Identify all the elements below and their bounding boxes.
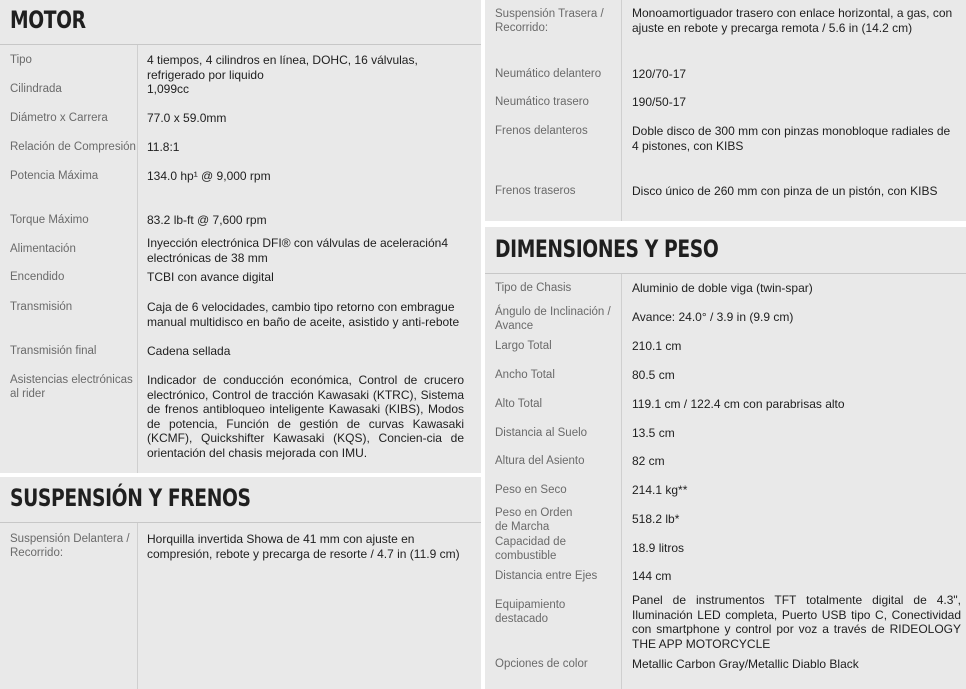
divider — [0, 44, 481, 45]
spec-value: 4 tiempos, 4 cilindros en línea, DOHC, 16 válvulas, refrigerado por liquido — [147, 53, 418, 82]
spec-label: Suspensión Delantera / Recorrido: — [10, 533, 130, 559]
spec-value: Metallic Carbon Gray/Metallic Diablo Black — [632, 657, 859, 671]
spec-label: Torque Máximo — [10, 214, 89, 226]
divider — [0, 522, 481, 523]
spec-value: 83.2 lb-ft @ 7,600 rpm — [147, 213, 267, 227]
spec-value: Disco único de 260 mm con pinza de un pistón, con KIBS — [632, 184, 938, 198]
spec-value: 82 cm — [632, 454, 665, 468]
spec-value: Indicador de conducción económica, Control de crucero electrónico, Control de tracción Kawasaki (KTRC), Sistema de frenos antibloqueo inteligente Kawasaki (KIBS), Modos de potencia, Función de gestión de curvas Kawasaki (KCMF), Quickshifter Kawasaki (KQS), Concien-cia de orientación del chasis mejorada con IMU. — [147, 373, 464, 460]
spec-value: Inyección electrónica DFI® con válvulas de aceleración4 electrónicas de 38 mm — [147, 236, 448, 265]
spec-value: 80.5 cm — [632, 368, 675, 382]
spec-label: Ángulo de Inclinación / Avance — [495, 306, 611, 332]
spec-label: Potencia Máxima — [10, 170, 99, 182]
spec-value: 77.0 x 59.0mm — [147, 111, 227, 125]
dimensiones-section — [485, 227, 966, 689]
spec-value: TCBI con avance digital — [147, 270, 274, 284]
spec-label: Opciones de color — [495, 658, 588, 670]
spec-value: 119.1 cm / 122.4 cm con parabrisas alto — [632, 397, 845, 411]
spec-value: 518.2 lb* — [632, 512, 680, 526]
suspension-title: SUSPENSIÓN Y FRENOS — [10, 484, 251, 512]
spec-value: Monoamortiguador trasero con enlace horizontal, a gas, con ajuste en rebote y precarga remota / 5.6 in (14.2 cm) — [632, 6, 953, 35]
column-divider — [137, 45, 138, 473]
spec-label: Cilindrada — [10, 83, 62, 95]
spec-value: Cadena sellada — [147, 344, 231, 358]
spec-value: 214.1 kg** — [632, 483, 688, 497]
column-divider — [137, 523, 138, 689]
spec-label: Asistencias electrónicas al rider — [10, 374, 133, 400]
spec-value: 13.5 cm — [632, 426, 675, 440]
spec-label: Peso en Orden de Marcha — [495, 507, 573, 533]
spec-value: 144 cm — [632, 569, 672, 583]
spec-label: Alimentación — [10, 243, 76, 255]
spec-label: Diámetro x Carrera — [10, 112, 108, 124]
spec-label: Equipamiento destacado — [495, 599, 566, 625]
spec-label: Transmisión — [10, 301, 73, 313]
spec-label: Distancia al Suelo — [495, 427, 588, 439]
spec-label: Capacidad de combustible — [495, 536, 566, 562]
motor-title: MOTOR — [10, 6, 86, 34]
spec-label: Neumático trasero — [495, 96, 589, 108]
suspension-continued-section — [485, 0, 966, 221]
spec-label: Tipo de Chasis — [495, 282, 572, 294]
spec-value: Caja de 6 velocidades, cambio tipo retorno con embrague manual multidisco en baño de aceite, asistido y anti-rebote — [147, 300, 460, 329]
spec-label: Peso en Seco — [495, 484, 567, 496]
spec-value: 190/50-17 — [632, 95, 687, 109]
spec-label: Transmisión final — [10, 345, 97, 357]
spec-value: 18.9 litros — [632, 541, 685, 555]
divider — [485, 273, 966, 274]
spec-label: Tipo — [10, 54, 32, 66]
spec-value: 11.8:1 — [147, 140, 180, 154]
dimensiones-title: DIMENSIONES Y PESO — [495, 235, 719, 263]
column-divider — [621, 0, 622, 221]
spec-label: Encendido — [10, 271, 65, 283]
spec-label: Distancia entre Ejes — [495, 570, 598, 582]
spec-value: Panel de instrumentos TFT totalmente digital de 4.3", Iluminación LED completa, Puerto USB tipo C, Conectividad con smartphone y control por voz a través de RIDEOLOGY THE APP MOTORCYCLE — [632, 593, 961, 651]
spec-label: Frenos traseros — [495, 185, 576, 197]
spec-label: Suspensión Trasera / Recorrido: — [495, 8, 604, 34]
spec-label: Frenos delanteros — [495, 125, 588, 137]
spec-label: Largo Total — [495, 340, 552, 352]
motor-section — [0, 0, 481, 473]
spec-value: Horquilla invertida Showa de 41 mm con ajuste en compresión, rebote y precarga de resorte / 4.7 in (11.9 cm) — [147, 532, 460, 561]
spec-value: 120/70-17 — [632, 67, 687, 81]
spec-label: Neumático delantero — [495, 68, 602, 80]
suspension-section — [0, 477, 481, 689]
column-divider — [621, 274, 622, 689]
spec-label: Altura del Asiento — [495, 455, 585, 467]
spec-value: 1,099cc — [147, 82, 190, 96]
spec-value: 210.1 cm — [632, 339, 682, 353]
spec-value: Avance: 24.0° / 3.9 in (9.9 cm) — [632, 310, 794, 324]
spec-value: Aluminio de doble viga (twin-spar) — [632, 281, 813, 295]
spec-label: Relación de Compresión — [10, 141, 136, 153]
spec-label: Ancho Total — [495, 369, 555, 381]
spec-value: 134.0 hp¹ @ 9,000 rpm — [147, 169, 271, 183]
spec-label: Alto Total — [495, 398, 543, 410]
spec-value: Doble disco de 300 mm con pinzas monobloque radiales de 4 pistones, con KIBS — [632, 124, 951, 153]
